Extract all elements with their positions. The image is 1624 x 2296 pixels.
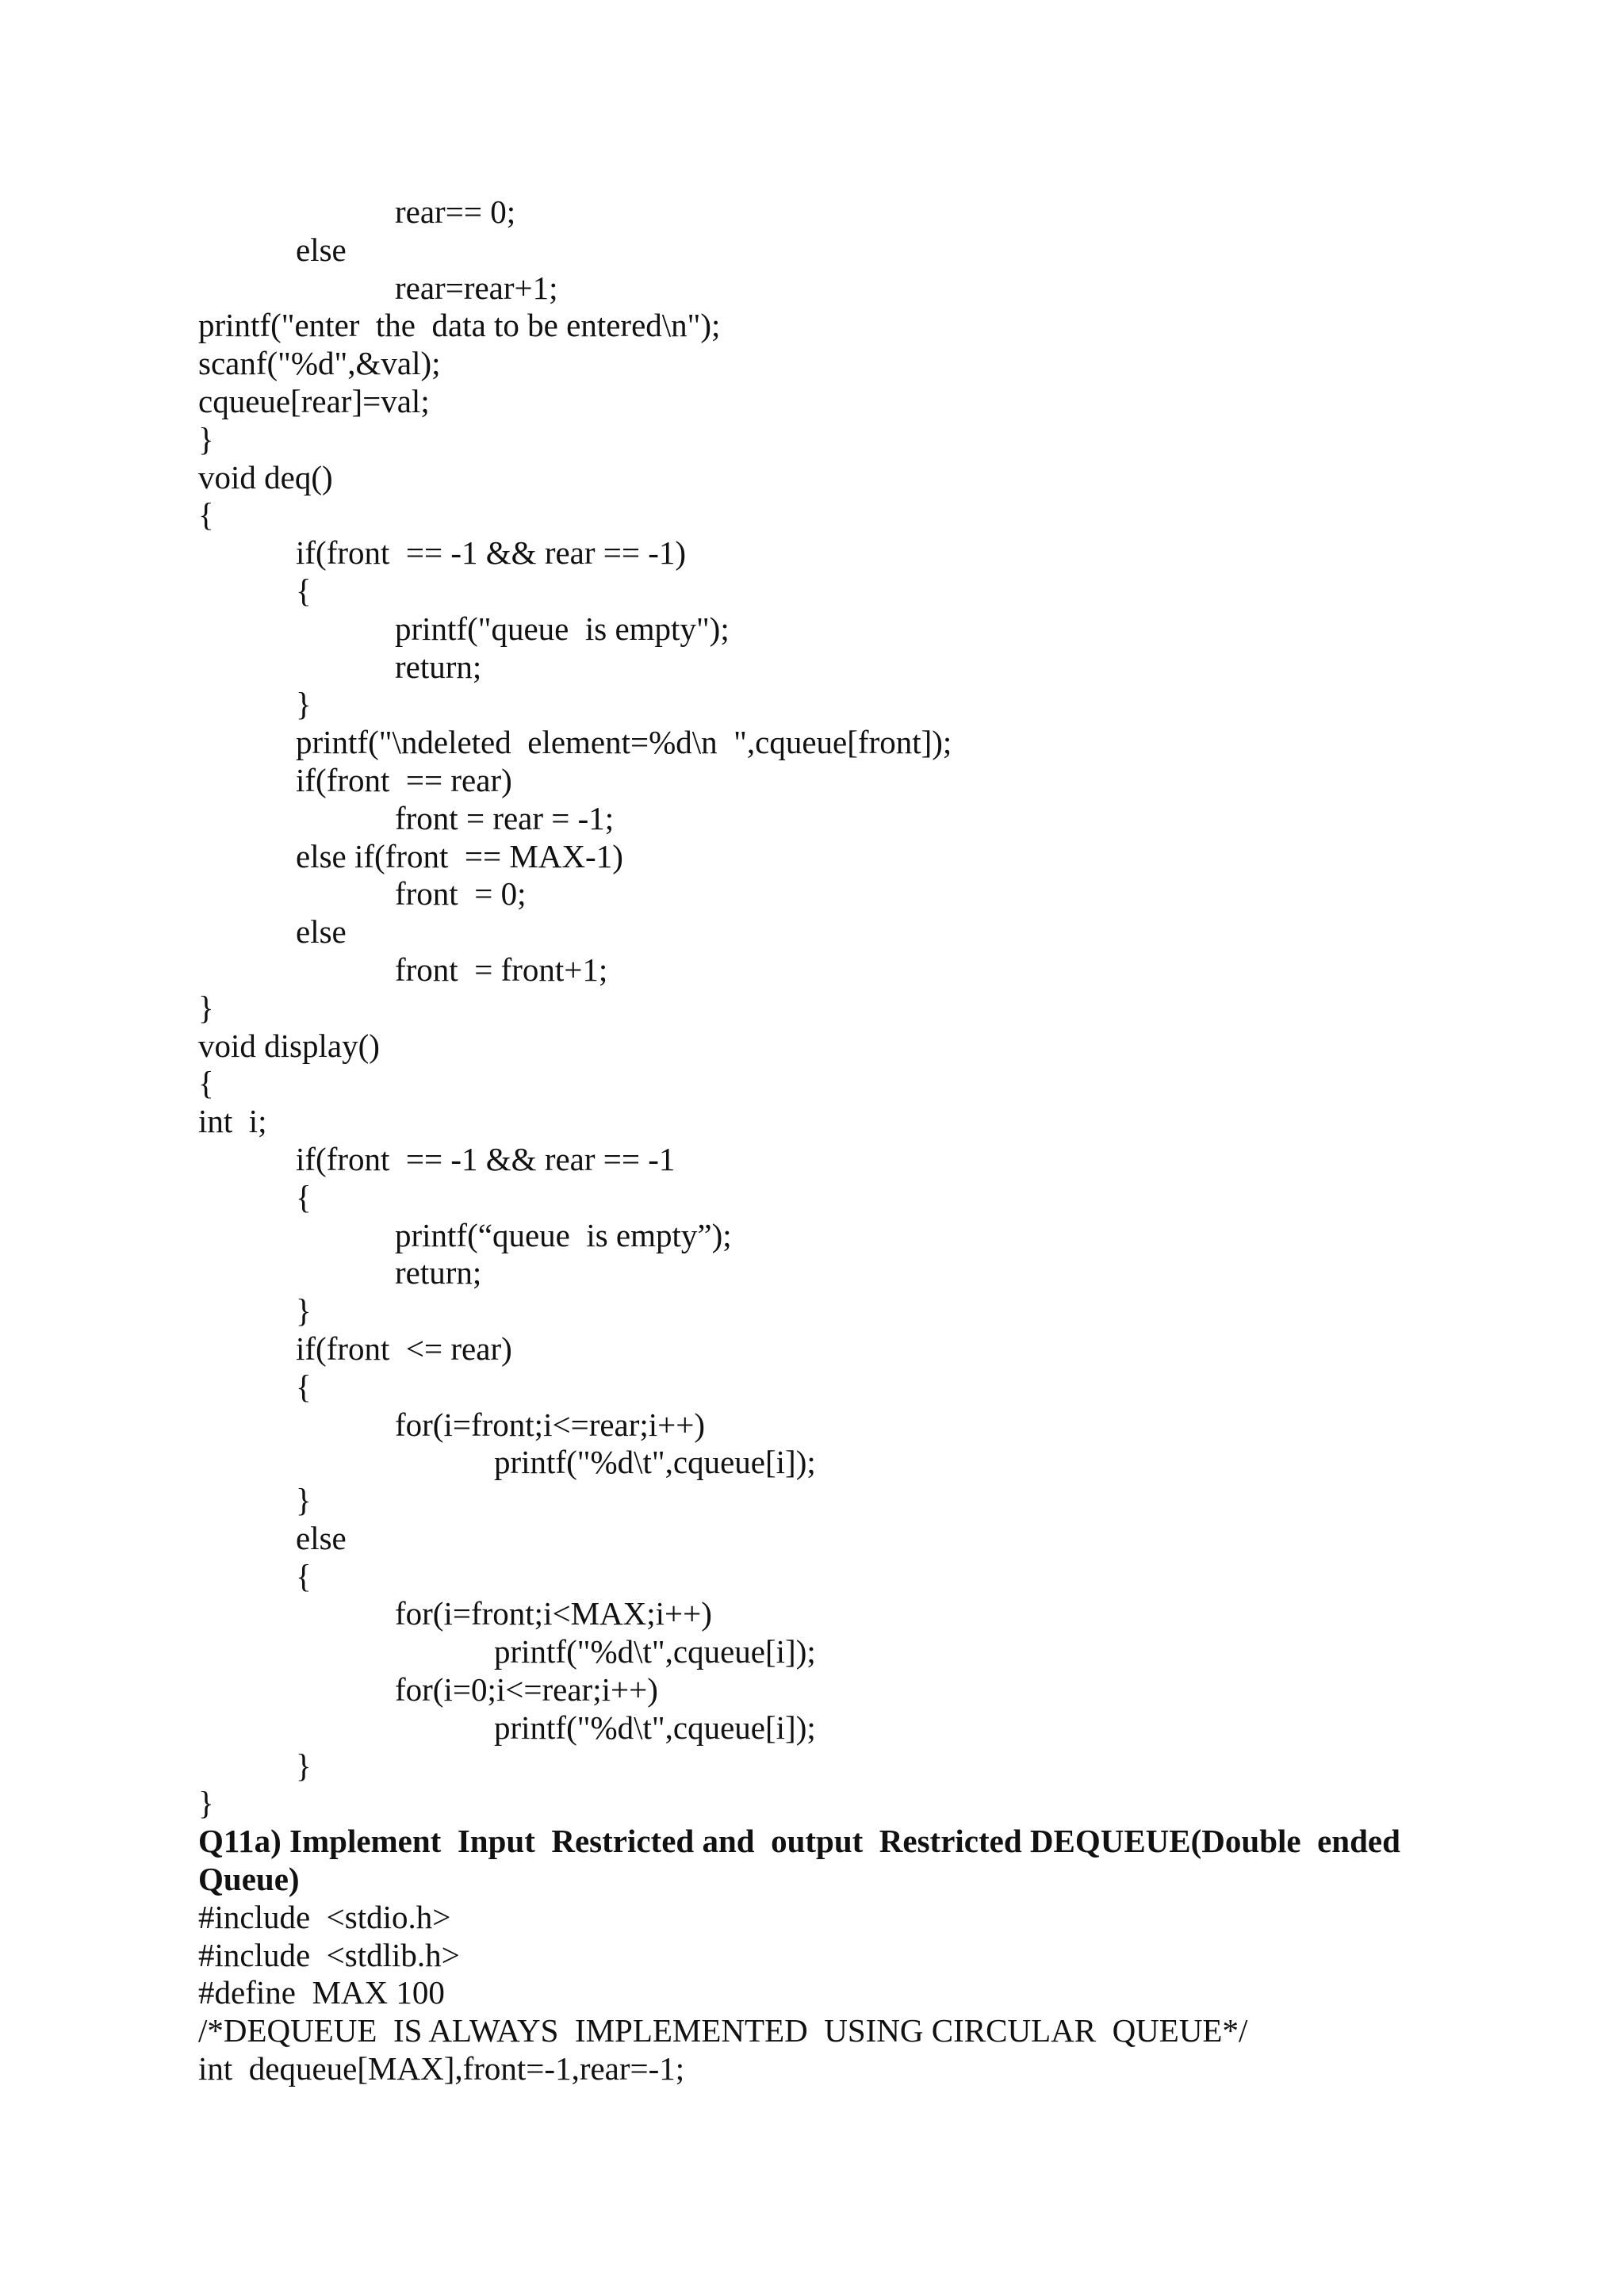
code-line: front = rear = -1; [395, 799, 615, 836]
code-line: if(front == rear) [296, 761, 512, 798]
code-line: for(i=front;i<=rear;i++) [395, 1406, 706, 1443]
code-line: printf("%d\t",cqueue[i]); [494, 1444, 816, 1481]
code-line: } [198, 420, 214, 457]
code-line: scanf("%d",&val); [198, 345, 441, 382]
section-heading-line: Queue) [198, 1861, 300, 1898]
code-line: #include <stdlib.h> [198, 1936, 460, 1973]
code-line: front = 0; [395, 875, 527, 913]
code-line: else [296, 913, 347, 951]
code-line: printf("%d\t",cqueue[i]); [494, 1709, 816, 1746]
code-listing [198, 193, 1562, 2088]
code-line: return; [395, 1254, 482, 1292]
code-line: /*DEQUEUE IS ALWAYS IMPLEMENTED USING CIRCULAR QUEUE*/ [198, 2012, 1248, 2049]
code-line: } [296, 1292, 312, 1330]
code-line: void deq() [198, 458, 333, 496]
code-line: #define MAX 100 [198, 1974, 445, 2011]
code-line: printf("\ndeleted element=%d\n ",cqueue[front]); [296, 724, 952, 761]
code-line: } [198, 1785, 214, 1822]
code-line: printf("%d\t",cqueue[i]); [494, 1633, 816, 1670]
code-line: printf("queue is empty"); [395, 610, 730, 647]
code-line: return; [395, 648, 482, 685]
code-line: { [198, 1065, 214, 1102]
code-line: #include <stdio.h> [198, 1898, 451, 1935]
code-line: } [296, 686, 312, 723]
section-heading-line: Q11a) Implement Input Restricted and output Restricted DEQUEUE(Double ended [198, 1823, 1400, 1860]
code-line: rear=rear+1; [395, 269, 558, 306]
code-line: for(i=0;i<=rear;i++) [395, 1671, 658, 1709]
code-line: for(i=front;i<MAX;i++) [395, 1595, 712, 1632]
code-line: } [296, 1747, 312, 1784]
code-line: } [198, 989, 214, 1026]
code-line: } [296, 1482, 312, 1519]
code-line: else [296, 231, 347, 268]
code-line: cqueue[rear]=val; [198, 382, 430, 419]
code-line: printf(“queue is empty”); [395, 1216, 732, 1253]
code-line: if(front == -1 && rear == -1 [296, 1140, 676, 1177]
code-line: int i; [198, 1103, 267, 1140]
code-line: front = front+1; [395, 951, 608, 988]
code-line: { [296, 572, 312, 609]
code-line: { [296, 1178, 312, 1215]
code-line: rear== 0; [395, 193, 516, 230]
code-line: else [296, 1519, 347, 1556]
code-line: int dequeue[MAX],front=-1,rear=-1; [198, 2050, 685, 2087]
code-line: { [296, 1368, 312, 1405]
code-line: if(front == -1 && rear == -1) [296, 534, 687, 572]
code-line: { [296, 1557, 312, 1594]
code-line: { [198, 496, 214, 534]
code-line: if(front <= rear) [296, 1330, 512, 1367]
code-line: printf("enter the data to be entered\n"); [198, 307, 721, 344]
code-line: void display() [198, 1027, 380, 1064]
code-line: else if(front == MAX-1) [296, 837, 623, 874]
